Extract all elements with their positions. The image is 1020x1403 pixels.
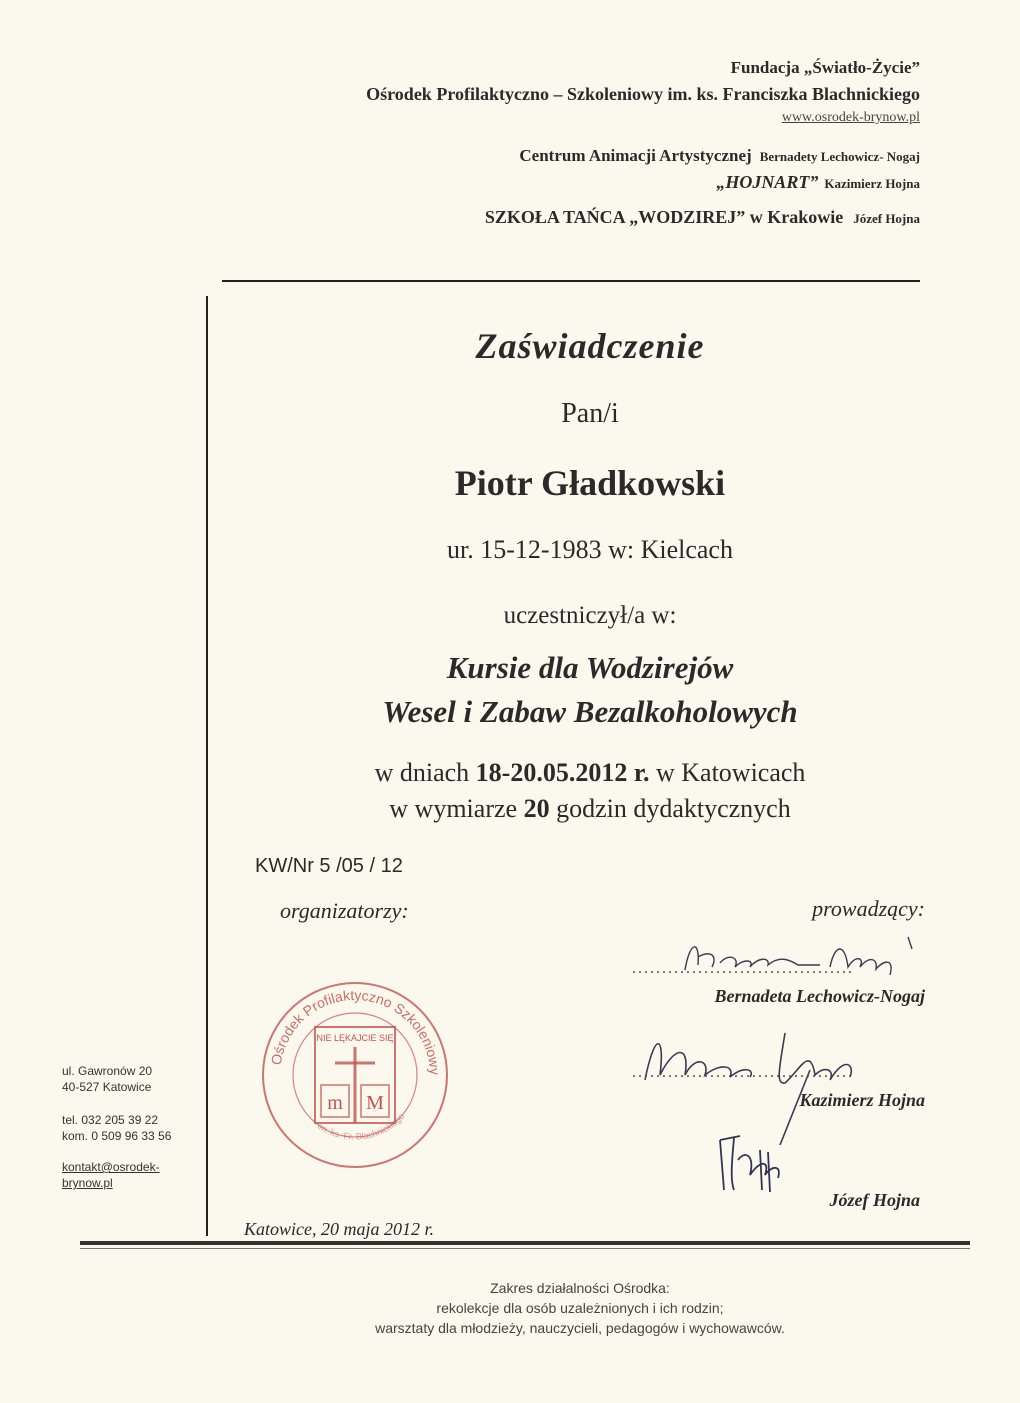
contact-street: ul. Gawronów 20 [62, 1064, 153, 1078]
bottom-divider-thin [80, 1248, 970, 1249]
organization-stamp [255, 975, 455, 1175]
dates-place: w Katowicach [649, 758, 806, 787]
header-foundation: Fundacja „Światło-Życie” [730, 58, 920, 77]
signature-3 [710, 1130, 800, 1200]
signature-1-dots: ..................................... [632, 960, 854, 977]
header-dance-school-main: SZKOŁA TAŃCA „WODZIREJ” w Krakowie [484, 207, 844, 227]
hours-prefix: w wymiarze [389, 794, 524, 823]
organizers-label: organizatorzy: [280, 898, 409, 923]
contact-email-line1: kontakt@osrodek- [62, 1160, 160, 1174]
header-art-center-main: Centrum Animacji Artystycznej [519, 146, 752, 165]
place-and-date: Katowice, 20 maja 2012 r. [244, 1219, 435, 1239]
leaders-label: prowadzący: [812, 896, 925, 921]
stamp-bottom-text: im. ks. Fr. Blachnickiego [315, 1111, 407, 1142]
header-website-link[interactable]: www.osrodek-brynow.pl [781, 110, 920, 125]
bottom-divider [80, 1241, 970, 1245]
header-art-center [519, 146, 920, 166]
contact-email-line2: brynow.pl [62, 1176, 113, 1190]
header-art-center-owner: Bernadety Lechowicz- Nogaj [759, 149, 920, 164]
birth-info: ur. 15-12-1983 w: Kielcach [447, 535, 733, 564]
header-hojnart [716, 172, 920, 193]
stamp-letter-left: m [327, 1092, 343, 1114]
header-dance-school [485, 207, 920, 228]
participation-label: uczestniczył/a w: [503, 602, 677, 629]
salutation: Pan/i [561, 398, 619, 429]
contact-email-link[interactable] [62, 1159, 160, 1191]
hours-suffix: godzin dydaktycznych [549, 794, 791, 823]
contact-phones [62, 1112, 171, 1144]
contact-mobile: kom. 0 509 96 33 56 [62, 1129, 172, 1143]
hours-value: 20 [523, 794, 550, 823]
course-hours [240, 794, 940, 824]
certificate-number: KW/Nr 5 /05 / 12 [255, 855, 403, 877]
recipient-name: Piotr Gładkowski [454, 463, 726, 503]
header-hojnart-owner: Kazimierz Hojna [824, 176, 920, 191]
course-name-line1: Kursie dla Wodzirejów [446, 650, 734, 685]
signer-1-name: Bernadeta Lechowicz-Nogaj [714, 986, 925, 1006]
dates-value: 18-20.05.2012 r. [475, 758, 650, 787]
signature-2 [635, 1025, 925, 1145]
stamp-motto: NIE LĘKAJCIE SIĘ [316, 1033, 394, 1043]
signer-2-name: Kazimierz Hojna [799, 1090, 925, 1110]
header-center-name: Ośrodek Profilaktyczno – Szkoleniowy im. ks. Franciszka Blachnickiego [366, 84, 920, 104]
stamp-letter-right: M [366, 1092, 384, 1114]
header-dance-school-owner: Józef Hojna [853, 211, 920, 226]
footer-line1: Zakres działalności Ośrodka: [490, 1280, 670, 1296]
signer-3-name: Józef Hojna [829, 1190, 920, 1210]
footer-line3: warsztaty dla młodzieży, nauczycieli, pedagogów i wychowawców. [375, 1320, 785, 1336]
dates-prefix: w dniach [374, 758, 476, 787]
certificate-title: Zaświadczenie [475, 326, 705, 366]
stamp-outer-text: Ośrodek Profilaktyczno Szkoleniowy [267, 986, 444, 1076]
signature-2-dots: ..................................... [632, 1064, 854, 1081]
contact-city: 40-527 Katowice [62, 1080, 152, 1094]
course-name-line2: Wesel i Zabaw Bezalkoholowych [382, 694, 798, 729]
contact-address [62, 1063, 152, 1095]
left-vertical-divider [206, 296, 208, 1236]
top-divider [222, 280, 920, 282]
header-hojnart-main: „HOJNART” [716, 172, 819, 192]
contact-tel: tel. 032 205 39 22 [62, 1113, 159, 1127]
footer-line2: rekolekcje dla osób uzależnionych i ich rodzin; [436, 1300, 724, 1316]
course-dates [240, 758, 940, 788]
